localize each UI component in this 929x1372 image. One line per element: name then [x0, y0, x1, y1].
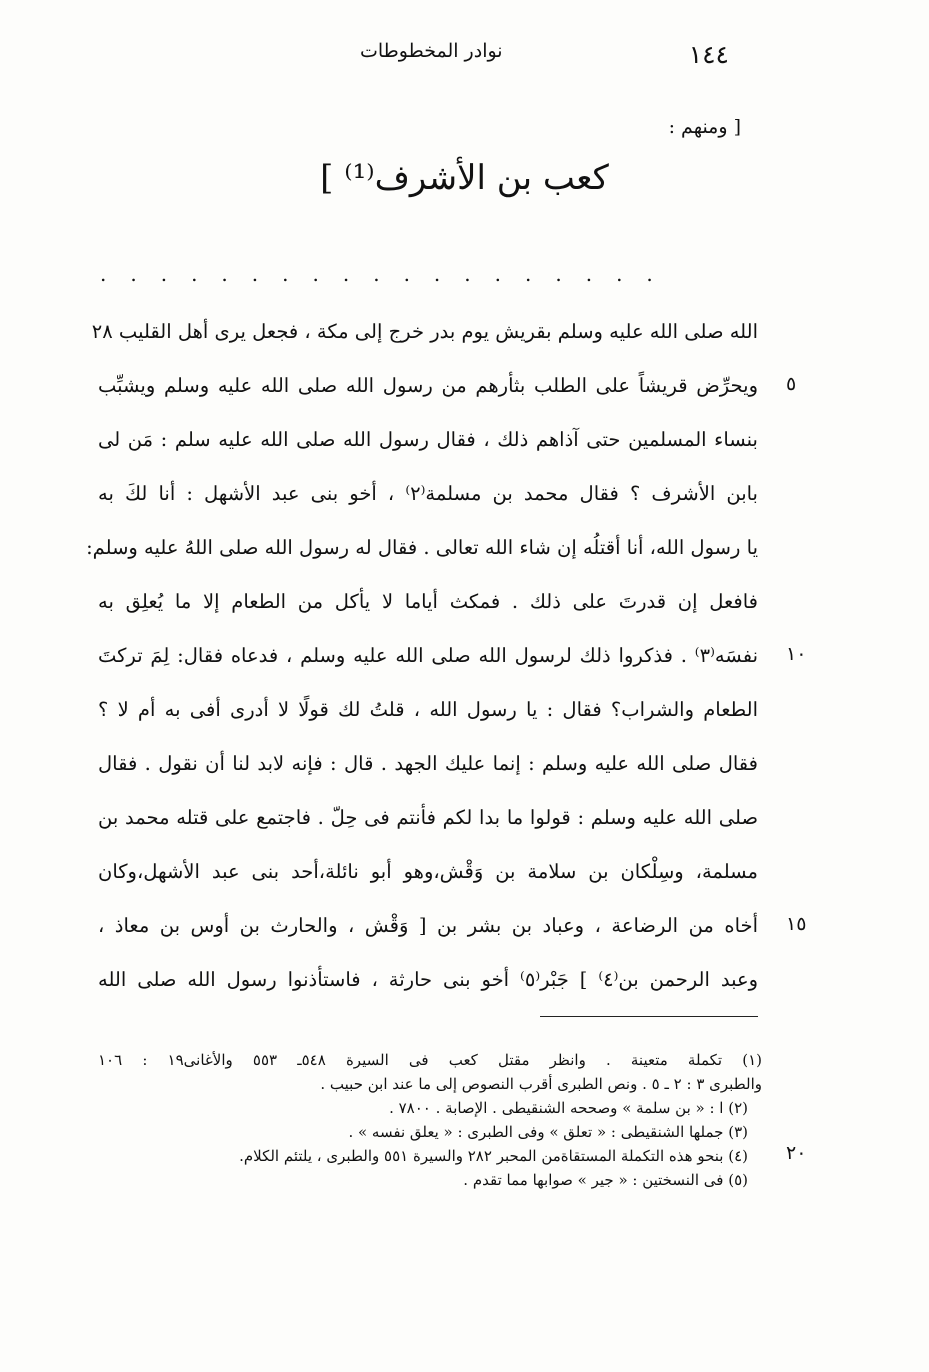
- body-line: فقال صلى الله عليه وسلم : إنما عليك الجهد . قال : فإنه لابد لنا أن نقول . فقال: [98, 752, 758, 775]
- body-line: يا رسول الله، أنا أقتلُه إن شاء الله تعالى . فقال له رسول الله صلى اللهُ عليه وسلم:: [86, 536, 758, 559]
- body-line: فافعل إن قدرتَ على ذلك . فمكث أياما لا يأكل من الطعام إلا ما يُعلِق به: [98, 590, 758, 613]
- footnote: (٣) جملها الشنقيطى : « تعلق » وفى الطبرى : « يعلق نفسه » .: [348, 1123, 748, 1141]
- body-line: بابن الأشرف ؟ فقال محمد بن مسلمة⁽٢⁾ ، أخو بنى عبد الأشهل : أنا لكَ به: [98, 482, 758, 505]
- footnote: (١) تكملة متعينة . وانظر مقتل كعب فى السيرة ٥٤٨ـ ٥٥٣ والأغانى١٩ : ١٠٦: [98, 1051, 763, 1069]
- body-line: نفسَه⁽٣⁾ . فذكروا ذلك لرسول الله صلى الله عليه وسلم ، فدعاه فقال: لِمَ تركتَ: [98, 644, 758, 667]
- page-number: ١٤٤: [688, 40, 729, 69]
- body-line: مسلمة، وسِلْكان بن سلامة بن وَقْش،وهو أبو نائلة،أحد بنى عبد الأشهل،وكان: [98, 860, 758, 883]
- body-line: الطعام والشراب؟ فقال : يا رسول الله ، قلتُ لك قولًا لا أدرى أفى به أم لا ؟: [98, 698, 758, 721]
- intro-text: [ ومنهم :: [668, 116, 741, 138]
- footnote: (٢) ا : « بن سلمة » وصححه الشنقيطى . الإصابة . ٧٨٠٠ .: [389, 1099, 748, 1117]
- running-title: نوادر المخطوطات: [360, 40, 503, 62]
- body-line: الله صلى الله عليه وسلم بقريش يوم بدر خرج إلى مكة ، فجعل يرى أهل القليب ٢٨: [91, 320, 758, 343]
- body-line: ويحرِّض قريشاً على الطلب بثأرهم من رسول الله صلى الله عليه وسلم ويشبِّب: [98, 374, 758, 397]
- line-number: ٥: [786, 373, 797, 395]
- body-line: صلى الله عليه وسلم : قولوا ما بدا لكم فأنتم فى حِلّ . فاجتمع على قتله محمد بن: [98, 806, 758, 829]
- footnote: والطبرى ٣ : ٢ ـ ٥ . ونص الطبرى أقرب النصوص إلى ما عند ابن حبيب .: [320, 1075, 762, 1093]
- body-text: [86, 305, 759, 1007]
- footnote: (٥) فى النسختين : « جير » صوابها مما تقدم .: [463, 1171, 748, 1189]
- line-number: ١٠: [786, 643, 807, 665]
- section-title: كعب بن الأشرف⁽¹⁾ ]: [320, 158, 609, 198]
- footnotes: [98, 1048, 762, 1192]
- body-line: بنساء المسلمين حتى آذاهم ذلك ، فقال رسول الله صلى الله عليه سلم : مَن لى: [98, 428, 758, 451]
- body-line: أخاه من الرضاعة ، وعباد بن بشر بن [ وَقْش ، والحارث بن أوس بن معاذ ،: [98, 914, 758, 937]
- ellipsis-dots: ...................: [100, 262, 677, 286]
- footnote: (٤) بنحو هذه التكملة المستقاةمن المحبر ٢٨٢ والسيرة ٥٥١ والطبرى ، يلتئم الكلام.: [239, 1147, 748, 1165]
- body-line: وعبد الرحمن بن⁽٤⁾ ] جَبْر⁽٥⁾ أخو بنى حارثة ، فاستأذنوا رسول الله صلى الله: [98, 968, 759, 991]
- line-number: ٢٠: [786, 1142, 807, 1164]
- line-number: ١٥: [786, 913, 807, 935]
- footnote-divider: [540, 1016, 758, 1017]
